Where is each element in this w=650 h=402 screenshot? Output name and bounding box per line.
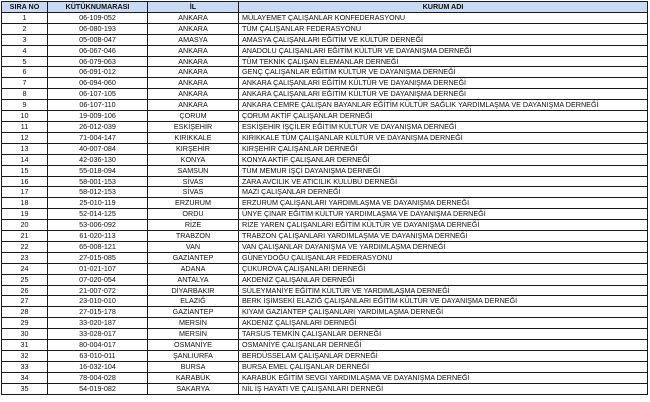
cell-kutuk-numarasi: 54-019-082 <box>48 383 148 394</box>
cell-kurum-adi: ÇUKUROVA ÇALIŞANLARI DERNEĞİ <box>239 263 648 274</box>
cell-kutuk-numarasi: 06-107-110 <box>48 100 148 111</box>
cell-kurum-adi: AKDENİZ ÇALIŞANLAR DERNEĞİ <box>239 274 648 285</box>
cell-kutuk-numarasi: 27-015-178 <box>48 307 148 318</box>
cell-kurum-adi: BERDÜSSELAM ÇALIŞANLAR DERNEĞİ <box>239 351 648 362</box>
cell-il: KIRIKKALE <box>148 132 239 143</box>
cell-il: ANKARA <box>148 67 239 78</box>
cell-kurum-adi: ÜNYE ÇINAR EĞİTİM KÜLTÜR YARDIMLAŞMA VE DAYANIŞMA DERNEĞİ <box>239 209 648 220</box>
cell-kutuk-numarasi: 40-007-084 <box>48 143 148 154</box>
table-row <box>2 307 648 318</box>
table-row <box>2 318 648 329</box>
cell-kurum-adi: TÜM MEMUR İŞÇİ DAYANIŞMA DERNEĞİ <box>239 165 648 176</box>
cell-kutuk-numarasi: 27-015-085 <box>48 252 148 263</box>
cell-kurum-adi: TÜM ÇALIŞANLAR FEDERASYONU <box>239 23 648 34</box>
document-sheet <box>1 1 647 395</box>
cell-kutuk-numarasi: 06-080-193 <box>48 23 148 34</box>
table-row <box>2 329 648 340</box>
cell-kutuk-numarasi: 55-018-094 <box>48 165 148 176</box>
cell-sira-no: 15 <box>2 165 48 176</box>
cell-kurum-adi: ANADOLU ÇALIŞANLARI EĞİTİM KÜLTÜR VE DAYANIŞMA DERNEĞİ <box>239 45 648 56</box>
table-row <box>2 132 648 143</box>
cell-sira-no: 6 <box>2 67 48 78</box>
cell-il: ORDU <box>148 209 239 220</box>
cell-il: ŞANLIURFA <box>148 351 239 362</box>
cell-sira-no: 32 <box>2 351 48 362</box>
cell-sira-no: 13 <box>2 143 48 154</box>
cell-sira-no: 35 <box>2 383 48 394</box>
cell-il: SİVAS <box>148 176 239 187</box>
cell-il: ELAZIĞ <box>148 296 239 307</box>
cell-kurum-adi: RİZE YAREN ÇALIŞANLARI EĞİTİM KÜLTÜR VE DAYANIŞMA DERNEĞİ <box>239 220 648 231</box>
cell-kutuk-numarasi: 06-091-012 <box>48 67 148 78</box>
table-row <box>2 176 648 187</box>
cell-kutuk-numarasi: 19-009-106 <box>48 111 148 122</box>
cell-sira-no: 19 <box>2 209 48 220</box>
table-row <box>2 187 648 198</box>
cell-il: MERSİN <box>148 329 239 340</box>
cell-sira-no: 2 <box>2 23 48 34</box>
cell-kutuk-numarasi: 01-021-107 <box>48 263 148 274</box>
cell-sira-no: 24 <box>2 263 48 274</box>
cell-sira-no: 1 <box>2 12 48 23</box>
cell-sira-no: 18 <box>2 198 48 209</box>
cell-kurum-adi: ANKARA ÇALIŞANLARI EĞİTİM KÜLTÜR VE DAYANIŞMA DERNEĞİ <box>239 89 648 100</box>
cell-kutuk-numarasi: 06-109-052 <box>48 12 148 23</box>
header-kutuk-numarasi: KÜTÜKNUMARASI <box>48 2 148 13</box>
table-row <box>2 220 648 231</box>
table-row <box>2 209 648 220</box>
cell-kurum-adi: GÜNEYDOĞU ÇALIŞANLAR FEDERASYONU <box>239 252 648 263</box>
header-kurum-adi: KURUM ADI <box>239 2 648 13</box>
cell-kutuk-numarasi: 80-004-017 <box>48 340 148 351</box>
cell-kurum-adi: BURSA EMEL ÇALIŞANLAR DERNEĞİ <box>239 361 648 372</box>
cell-il: SİVAS <box>148 187 239 198</box>
table-row <box>2 274 648 285</box>
cell-kurum-adi: KONYA AKTİF ÇALIŞANLAR DERNEĞİ <box>239 154 648 165</box>
table-row <box>2 34 648 45</box>
cell-kurum-adi: BERK İŞİMSEKİ ELAZIĞ ÇALIŞANLARI EĞİTİM KÜLTÜR VE DAYANIŞMA DERNEĞİ <box>239 296 648 307</box>
cell-il: SAMSUN <box>148 165 239 176</box>
cell-kutuk-numarasi: 25-010-119 <box>48 198 148 209</box>
cell-sira-no: 23 <box>2 252 48 263</box>
cell-kutuk-numarasi: 53-006-092 <box>48 220 148 231</box>
cell-kurum-adi: TRABZON ÇALIŞANLARI YARDIMLAŞMA VE DAYANIŞMA DERNEĞİ <box>239 231 648 242</box>
cell-kutuk-numarasi: 07-020-054 <box>48 274 148 285</box>
cell-kurum-adi: KARABÜK EĞİTİM SEVGİ YARDIMLAŞMA VE DAYANIŞMA DERNEĞİ <box>239 372 648 383</box>
cell-sira-no: 34 <box>2 372 48 383</box>
cell-sira-no: 5 <box>2 56 48 67</box>
cell-kutuk-numarasi: 33-020-187 <box>48 318 148 329</box>
cell-sira-no: 9 <box>2 100 48 111</box>
table-row <box>2 89 648 100</box>
cell-il: ANKARA <box>148 45 239 56</box>
cell-sira-no: 22 <box>2 241 48 252</box>
cell-sira-no: 33 <box>2 361 48 372</box>
table-row <box>2 143 648 154</box>
cell-kurum-adi: TARSUS TEMKİN ÇALIŞANLAR DERNEĞİ <box>239 329 648 340</box>
table-row <box>2 285 648 296</box>
cell-kurum-adi: OSMANİYE ÇALIŞANLAR DERNEĞİ <box>239 340 648 351</box>
cell-il: MERSİN <box>148 318 239 329</box>
cell-kutuk-numarasi: 23-010-010 <box>48 296 148 307</box>
table-row <box>2 351 648 362</box>
cell-il: ANKARA <box>148 56 239 67</box>
cell-sira-no: 30 <box>2 329 48 340</box>
cell-sira-no: 31 <box>2 340 48 351</box>
header-sira-no: SIRA NO <box>2 2 48 13</box>
cell-il: KIRŞEHİR <box>148 143 239 154</box>
cell-il: GAZİANTEP <box>148 252 239 263</box>
cell-sira-no: 12 <box>2 132 48 143</box>
cell-il: ESKİŞEHİR <box>148 121 239 132</box>
table-row <box>2 56 648 67</box>
table-row <box>2 23 648 34</box>
cell-sira-no: 26 <box>2 285 48 296</box>
cell-kutuk-numarasi: 26-012-039 <box>48 121 148 132</box>
cell-kurum-adi: KIYAM GAZİANTEP ÇALIŞANLARI YARDIMLAŞMA DERNEĞİ <box>239 307 648 318</box>
cell-kurum-adi: ÇORUM AKTİF ÇALIŞANLAR DERNEĞİ <box>239 111 648 122</box>
table-body <box>2 12 648 394</box>
table-row <box>2 383 648 394</box>
cell-kurum-adi: NİL İŞ HAYATI VE ÇALIŞANLARI DERNEĞİ <box>239 383 648 394</box>
cell-kutuk-numarasi: 33-028-017 <box>48 329 148 340</box>
cell-kutuk-numarasi: 65-008-121 <box>48 241 148 252</box>
table-row <box>2 198 648 209</box>
table-row <box>2 111 648 122</box>
cell-kutuk-numarasi: 63-010-011 <box>48 351 148 362</box>
cell-sira-no: 16 <box>2 176 48 187</box>
cell-il: ANKARA <box>148 23 239 34</box>
cell-kurum-adi: GENÇ ÇALIŞANLAR EĞİTİM KÜLTÜR VE DAYANIŞMA DERNEĞİ <box>239 67 648 78</box>
cell-il: ERZURUM <box>148 198 239 209</box>
cell-kurum-adi: ANKARA CEMRE ÇALIŞAN BAYANLAR EĞİTİM KÜLTÜR SAĞLIK YARDIMLAŞMA VE DAYANIŞMA DERNEĞİ <box>239 100 648 111</box>
cell-il: KARABÜK <box>148 372 239 383</box>
table-row <box>2 296 648 307</box>
cell-il: ANKARA <box>148 89 239 100</box>
cell-il: KONYA <box>148 154 239 165</box>
cell-kurum-adi: ESKİŞEHİR İŞÇİLER EĞİTİM KÜLTÜR VE DAYANIŞMA DERNEĞİ <box>239 121 648 132</box>
cell-sira-no: 20 <box>2 220 48 231</box>
cell-il: TRABZON <box>148 231 239 242</box>
table-row <box>2 252 648 263</box>
table-row <box>2 340 648 351</box>
cell-sira-no: 4 <box>2 45 48 56</box>
table-row <box>2 241 648 252</box>
cell-sira-no: 8 <box>2 89 48 100</box>
cell-kutuk-numarasi: 42-036-130 <box>48 154 148 165</box>
cell-kurum-adi: MAZİ ÇALIŞANLAR DERNEĞİ <box>239 187 648 198</box>
cell-kutuk-numarasi: 52-014-125 <box>48 209 148 220</box>
cell-kurum-adi: AMASYA ÇALIŞANLARI EĞİTİM VE KÜLTÜR DERNEĞİ <box>239 34 648 45</box>
cell-kurum-adi: SÜLEYMANİYE EĞİTİM KÜLTÜR VE YARDIMLAŞMA DERNEĞİ <box>239 285 648 296</box>
cell-kutuk-numarasi: 71-004-147 <box>48 132 148 143</box>
table-row <box>2 231 648 242</box>
cell-kutuk-numarasi: 06-079-063 <box>48 56 148 67</box>
cell-sira-no: 3 <box>2 34 48 45</box>
cell-kurum-adi: MÜLAYEMET ÇALIŞANLAR KONFEDERASYONU <box>239 12 648 23</box>
cell-sira-no: 17 <box>2 187 48 198</box>
cell-il: VAN <box>148 241 239 252</box>
cell-il: SAKARYA <box>148 383 239 394</box>
header-row <box>2 2 648 13</box>
cell-il: GAZİANTEP <box>148 307 239 318</box>
cell-kutuk-numarasi: 06-067-046 <box>48 45 148 56</box>
cell-il: ANKARA <box>148 12 239 23</box>
cell-kurum-adi: TÜM TEKNİK ÇALIŞAN ELEMANLAR DERNEĞİ <box>239 56 648 67</box>
cell-sira-no: 28 <box>2 307 48 318</box>
cell-kurum-adi: KIRIKKALE TÜM ÇALIŞANLAR KÜLTÜR VE DAYANIŞMA DERNEĞİ <box>239 132 648 143</box>
cell-sira-no: 27 <box>2 296 48 307</box>
association-table <box>1 1 648 395</box>
cell-kurum-adi: VAN ÇALIŞANLAR DAYANIŞMA VE YARDIMLAŞMA DERNEĞİ <box>239 241 648 252</box>
cell-kurum-adi: KIRŞEHİR ÇALIŞANLAR DERNEĞİ <box>239 143 648 154</box>
cell-kutuk-numarasi: 06-094-060 <box>48 78 148 89</box>
cell-il: AMASYA <box>148 34 239 45</box>
cell-il: DİYARBAKIR <box>148 285 239 296</box>
cell-sira-no: 29 <box>2 318 48 329</box>
table-row <box>2 78 648 89</box>
cell-kutuk-numarasi: 58-012-153 <box>48 187 148 198</box>
table-row <box>2 154 648 165</box>
cell-sira-no: 11 <box>2 121 48 132</box>
table-row <box>2 100 648 111</box>
cell-il: ÇORUM <box>148 111 239 122</box>
cell-sira-no: 10 <box>2 111 48 122</box>
cell-kutuk-numarasi: 21-007-072 <box>48 285 148 296</box>
table-row <box>2 372 648 383</box>
cell-il: ANTALYA <box>148 274 239 285</box>
cell-sira-no: 14 <box>2 154 48 165</box>
header-il: İL <box>148 2 239 13</box>
cell-kutuk-numarasi: 78-004-028 <box>48 372 148 383</box>
table-row <box>2 263 648 274</box>
cell-kurum-adi: ZARA AVCILIK VE ATICILIK KULÜBÜ DERNEĞİ <box>239 176 648 187</box>
cell-kutuk-numarasi: 16-032-104 <box>48 361 148 372</box>
table-row <box>2 165 648 176</box>
table-row <box>2 67 648 78</box>
cell-il: BURSA <box>148 361 239 372</box>
cell-sira-no: 7 <box>2 78 48 89</box>
table-header <box>2 2 648 13</box>
cell-il: ANKARA <box>148 100 239 111</box>
cell-il: OSMANİYE <box>148 340 239 351</box>
table-row <box>2 45 648 56</box>
cell-il: ADANA <box>148 263 239 274</box>
table-row <box>2 121 648 132</box>
cell-kutuk-numarasi: 58-001-153 <box>48 176 148 187</box>
cell-kurum-adi: AKDENİZ ÇALIŞANLARI DERNEĞİ <box>239 318 648 329</box>
cell-kurum-adi: ANKARA ÇALIŞANLARI EĞİTİM KÜLTÜR VE DAYANIŞMA DERNEĞİ <box>239 78 648 89</box>
cell-il: ANKARA <box>148 78 239 89</box>
cell-il: RİZE <box>148 220 239 231</box>
table-row <box>2 361 648 372</box>
table-row <box>2 12 648 23</box>
cell-kutuk-numarasi: 61-020-113 <box>48 231 148 242</box>
cell-kutuk-numarasi: 05-008-047 <box>48 34 148 45</box>
cell-sira-no: 21 <box>2 231 48 242</box>
cell-sira-no: 25 <box>2 274 48 285</box>
cell-kurum-adi: ERZURUM ÇALIŞANLARI YARDIMLAŞMA VE DAYANIŞMA DERNEĞİ <box>239 198 648 209</box>
cell-kutuk-numarasi: 06-107-105 <box>48 89 148 100</box>
